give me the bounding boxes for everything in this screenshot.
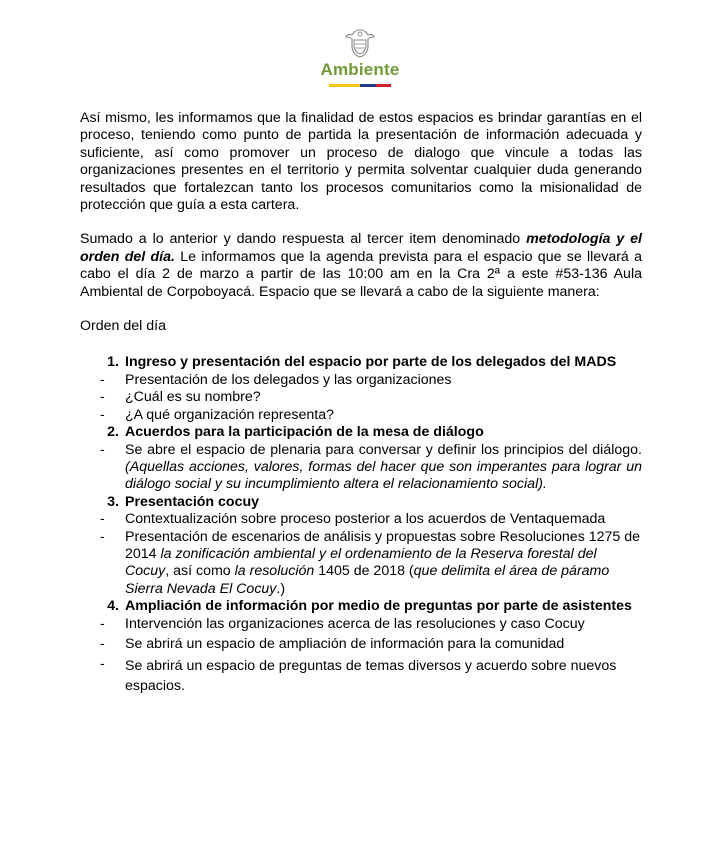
colombia-coat-of-arms-icon	[343, 26, 377, 60]
list-item: - Contextualización sobre proceso posterior a los acuerdos de Ventaquemada	[100, 511, 606, 528]
agenda-item-1-title: Ingreso y presentación del espacio por parte de los delegados del MADS	[125, 354, 617, 371]
orden-del-dia-title: Orden del día	[80, 318, 166, 335]
letterhead	[300, 26, 420, 87]
agenda-item-1: 1. Ingreso y presentación del espacio por parte de los delegados del MADS	[80, 354, 642, 371]
agenda-item-3: 3. Presentación cocuy	[80, 494, 642, 511]
paragraph-agenda-intro	[80, 231, 642, 301]
brand-name: Ambiente	[320, 60, 400, 79]
paragraph-agenda-intro-a: Sumado a lo anterior y dando respuesta al tercer item denominado	[80, 231, 527, 248]
list-item: - ¿A qué organización representa?	[100, 406, 335, 423]
list-item: - ¿Cuál es su nombre?	[100, 389, 261, 406]
paragraph-guarantees: Así mismo, les informamos que la finalidad de estos espacios es brindar garantías en el proceso, teniendo como punto de partida la presentación de información adecuada y suficiente, así como promover un proceso de dialogo que vincule a todas las organizaciones presentes en el territorio y permita solventar cualquier duda generando resultados que fortalezcan tanto los procesos comunitarios como la misionalidad de protección que guía a esta cartera.	[80, 110, 642, 214]
agenda-item-4-title: Ampliación de información por medio de preguntas por parte de asistentes	[125, 598, 632, 615]
agenda-item-2-title: Acuerdos para la participación de la mesa de diálogo	[125, 424, 484, 441]
list-item: - Intervención las organizaciones acerca de las resoluciones y caso Cocuy	[100, 615, 585, 632]
letter-body	[80, 110, 642, 696]
flag-stripe	[329, 84, 391, 87]
agenda-item-2: 2. Acuerdos para la participación de la mesa de diálogo	[80, 424, 642, 441]
agenda-list	[80, 354, 642, 696]
paragraph-agenda-intro-c: Le informamos que la agenda prevista para el espacio que se llevará a cabo el día 2 de marzo a partir de las 10:00 am en la Cra 2ª a este #53-136 Aula Ambiental de Corpoboyacá. Espacio que se llevará a cabo de la siguiente manera:	[80, 248, 643, 300]
list-item: - Se abrirá un espacio de preguntas de temas diversos y acuerdo sobre nuevos espacios.	[100, 656, 617, 695]
methodology-emphasis: metodología y el orden del día.	[80, 231, 642, 265]
list-item: - Se abrirá un espacio de ampliación de información para la comunidad	[100, 635, 565, 652]
agenda-item-4: 4. Ampliación de información por medio de preguntas por parte de asistentes	[80, 598, 642, 615]
list-item: - Se abre el espacio de plenaria para conversar y definir los principios del diálogo. (Aquellas acciones, valores, formas del hacer que son imperantes para lograr un diálogo social y su incumplimiento altera el relacionamiento social).	[100, 441, 642, 493]
list-item: - Presentación de escenarios de análisis y propuestas sobre Resoluciones 1275 de 2014 la zonificación ambiental y el ordenamiento de la Reserva forestal del Cocuy, así como la resolución 1405 de 2018 (que delimita el área de páramo Sierra Nevada El Cocuy.)	[100, 528, 641, 597]
agenda-item-3-title: Presentación cocuy	[125, 493, 260, 510]
list-item: - Presentación de los delegados y las organizaciones	[100, 371, 452, 388]
